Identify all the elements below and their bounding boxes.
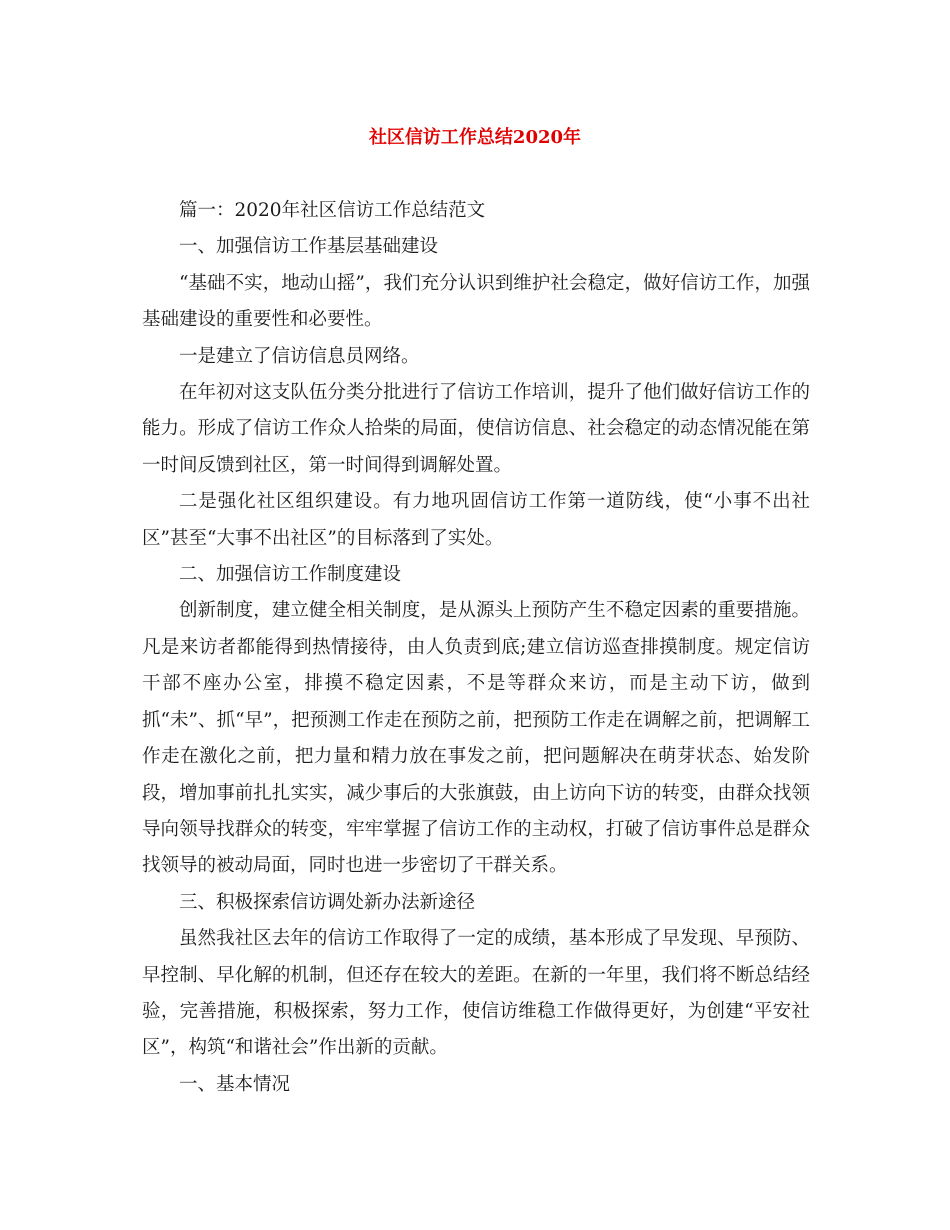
paragraph: 在年初对这支队伍分类分批进行了信访工作培训，提升了他们做好信访工作的能力。形成了信访工作众人拾柴的局面，使信访信息、社会稳定的动态情况能在第一时间反馈到社区，第一时间得到调解处置。	[142, 382, 810, 476]
paragraph: 一、加强信访工作基层基础建设	[179, 236, 439, 258]
paragraph: 篇一：2020年社区信访工作总结范文	[179, 200, 486, 221]
paragraph: 一、基本情况	[179, 1073, 291, 1095]
paragraph: 创新制度，建立健全相关制度，是从源头上预防产生不稳定因素的重要措施。凡是来访者都能得到热情接待，由人负责到底;建立信访巡查排摸制度。规定信访干部不座办公室，排摸不稳定因素，不是等群众来访，而是主动下访，做到抓“未”、抓“早”，把预测工作走在预防之前，把预防工作走在调解之前，把调解工作走在激化之前，把力量和精力放在事发之前，把问题解决在萌芽状态、始发阶段，增加事前扎扎实实，减少事后的大张旗鼓，由上访向下访的转变，由群众找领导向领导找群众的转变，牢牢掌握了信访工作的主动权，打破了信访事件总是群众找领导的被动局面，同时也进一步密切了干群关系。	[142, 600, 810, 877]
document-title: 社区信访工作总结2020年	[368, 127, 582, 148]
paragraph: “基础不实，地动山摇”，我们充分认识到维护社会稳定，做好信访工作，加强基础建设的重要性和必要性。	[142, 272, 810, 331]
paragraph: 二、加强信访工作制度建设	[179, 564, 402, 586]
paragraph: 一是建立了信访信息员网络。	[179, 345, 420, 367]
paragraph: 虽然我社区去年的信访工作取得了一定的成绩，基本形成了早发现、早预防、早控制、早化解的机制，但还存在较大的差距。在新的一年里，我们将不断总结经验，完善措施，积极探索，努力工作，使信访维稳工作做得更好，为创建“平安社区”，构筑“和谐社会”作出新的贡献。	[142, 928, 810, 1059]
document-body	[142, 193, 810, 1103]
paragraph: 三、积极探索信访调处新办法新途径	[179, 891, 476, 913]
paragraph: 二是强化社区组织建设。有力地巩固信访工作第一道防线，使“小事不出社区”甚至“大事不出社区”的目标落到了实处。	[142, 491, 810, 549]
